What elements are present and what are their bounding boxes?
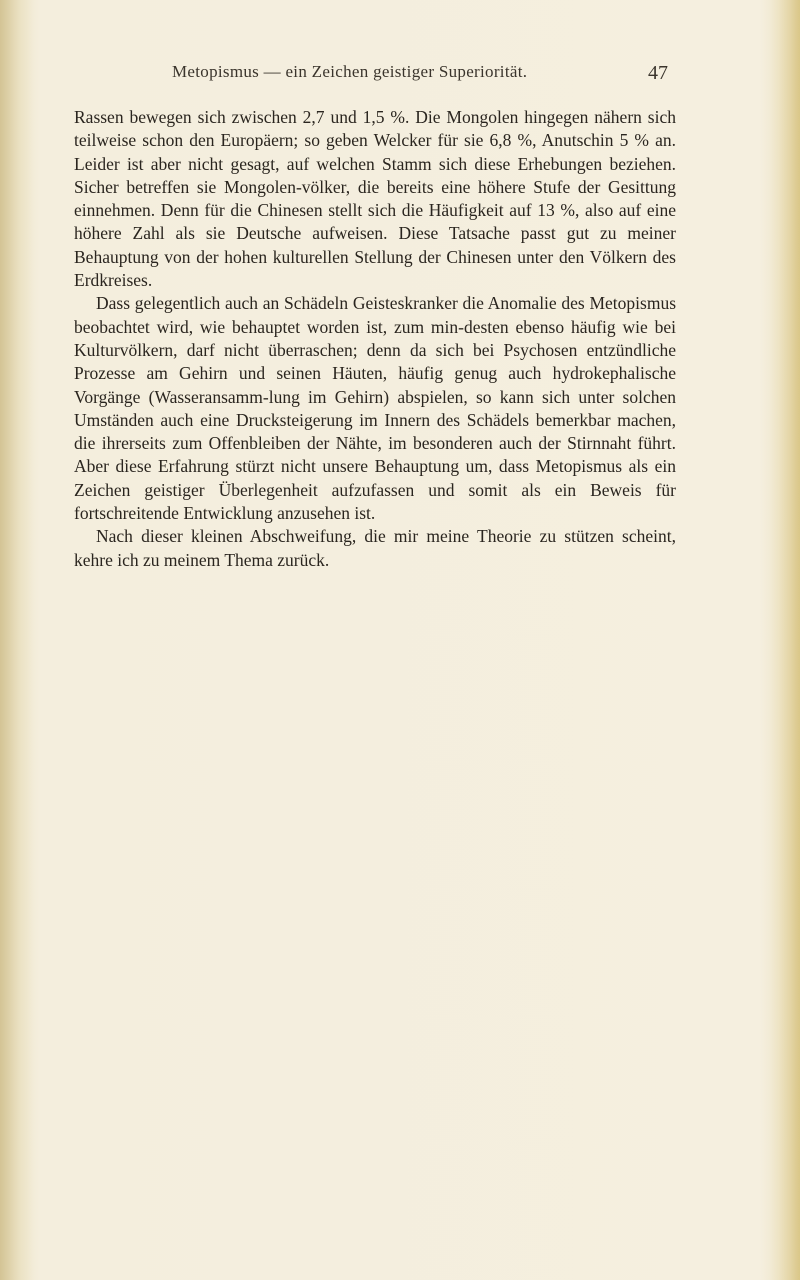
running-title: Metopismus — ein Zeichen geistiger Superiorität. xyxy=(172,62,528,81)
paragraph-3: Nach dieser kleinen Abschweifung, die mir meine Theorie zu stützen scheint, kehre ich zu meinem Thema zurück. xyxy=(74,526,676,570)
paragraph-2: Dass gelegentlich auch an Schädeln Geisteskranker die Anomalie des Metopismus beobachtet wird, wie behauptet worden ist, zum min-desten ebenso häufig wie bei Kulturvölkern, darf nicht überraschen; denn da sich bei Psychosen entzündliche Prozesse am Gehirn und seinen Häuten, häufig genug auch hydrokephalische Vorgänge (Wasseransamm-lung im Gehirn) abspielen, so kann sich unter solchen Umständen auch eine Drucksteigerung im Innern des Schädels bemerkbar machen, die ihrerseits zum Offenbleiben der Nähte, im besonderen auch der Stirnnaht führt. Aber diese Erfahrung stürzt nicht unsere Behauptung um, dass Metopismus als ein Zeichen geistiger Überlegenheit aufzufassen und somit als ein Beweis für fortschreitende Entwicklung anzusehen ist. xyxy=(74,293,676,524)
page-header xyxy=(0,62,800,92)
paragraph-1: Rassen bewegen sich zwischen 2,7 und 1,5 %. Die Mongolen hingegen nähern sich teilweise schon den Europäern; so geben Welcker für sie 6,8 %, Anutschin 5 % an. Leider ist aber nicht gesagt, auf welchen Stamm sich diese Erhebungen beziehen. Sicher betreffen sie Mongolen-völker, die bereits eine höhere Stufe der Gesittung einnehmen. Denn für die Chinesen stellt sich die Häufigkeit auf 13 %, also auf eine höhere Zahl als sie Deutsche aufweisen. Diese Tatsache passt gut zu meiner Behauptung von der hohen kulturellen Stellung der Chinesen unter den Völkern des Erdkreises. xyxy=(74,107,676,291)
page-number: 47 xyxy=(648,62,668,84)
body-text xyxy=(74,106,676,572)
page-right-shadow xyxy=(770,0,800,1280)
page-left-shadow xyxy=(0,0,34,1280)
